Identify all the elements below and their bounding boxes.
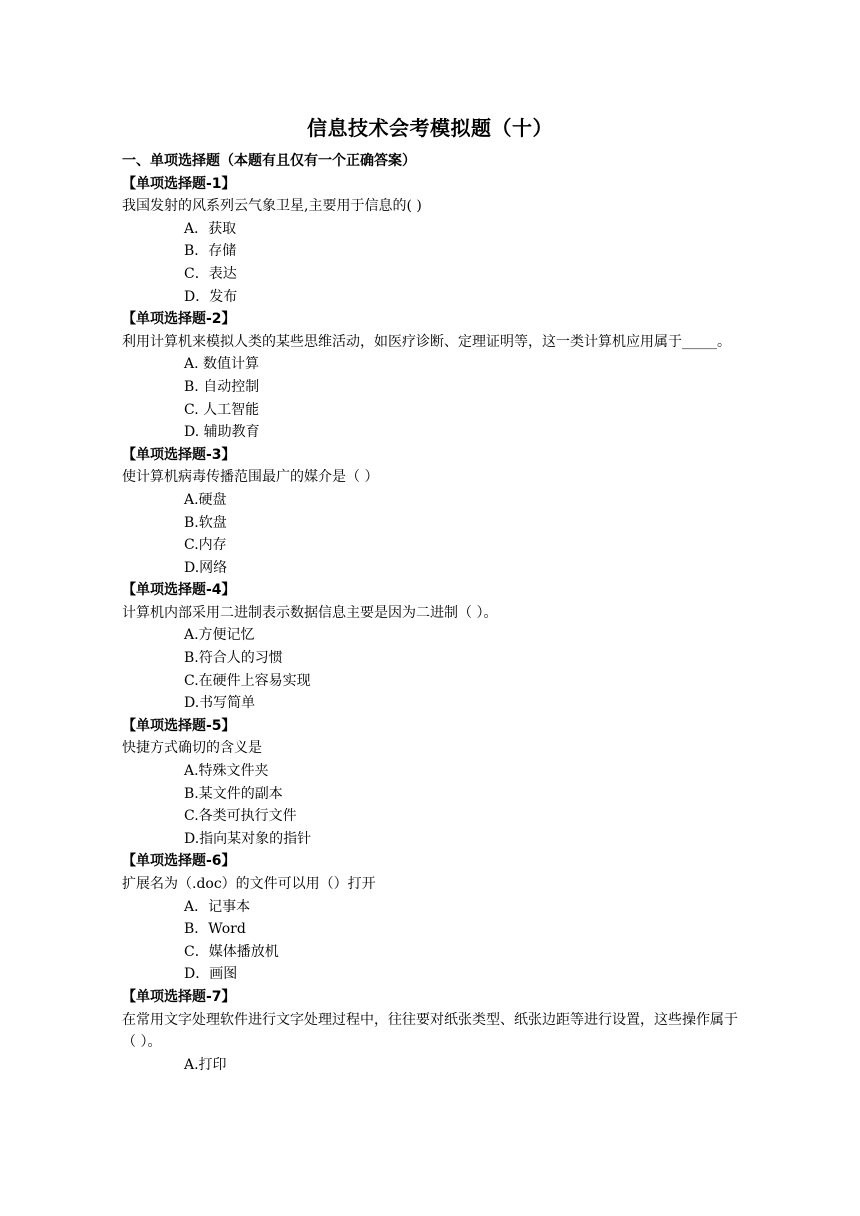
- option-a: A.硬盘: [184, 491, 227, 508]
- question-stem: 扩展名为（.doc）的文件可以用（）打开: [122, 876, 376, 892]
- option-a: A.特殊文件夹: [184, 763, 269, 780]
- question-header: 【单项选择题-4】: [122, 582, 236, 599]
- option-c: C.在硬件上容易实现: [184, 672, 311, 689]
- question-stem: 我国发射的风系列云气象卫星,主要用于信息的( ): [122, 198, 422, 215]
- option-c: C. 人工智能: [184, 401, 260, 418]
- question-header: 【单项选择题-6】: [122, 853, 236, 870]
- option-c: C．表达: [184, 265, 237, 282]
- option-a: A.打印: [184, 1056, 227, 1073]
- option-a: A．获取: [184, 220, 237, 237]
- option-list: [122, 218, 742, 308]
- option-d: D.指向某对象的指针: [184, 830, 312, 847]
- option-b: B.某文件的副本: [184, 785, 283, 802]
- document-body: [122, 150, 742, 1076]
- option-a: A．记事本: [184, 898, 251, 915]
- option-list: [122, 624, 742, 714]
- option-b: B.符合人的习惯: [184, 650, 283, 667]
- question-header: 【单项选择题-1】: [122, 175, 236, 192]
- option-list: [122, 1054, 742, 1077]
- question-header: 【单项选择题-2】: [122, 311, 236, 328]
- question-5: [122, 715, 742, 851]
- question-header: 【单项选择题-3】: [122, 446, 236, 463]
- question-stem: 在常用文字处理软件进行文字处理过程中，往往要对纸张类型、纸张边距等进行设置，这些操作属于（ ）。: [122, 1011, 738, 1051]
- option-c: C.内存: [184, 537, 227, 554]
- question-header: 【单项选择题-5】: [122, 717, 236, 734]
- question-header: 【单项选择题-7】: [122, 988, 236, 1005]
- question-4: [122, 579, 742, 715]
- document-title: 信息技术会考模拟题（十）: [307, 116, 553, 140]
- option-a: A. 数值计算: [184, 356, 260, 373]
- option-b: B. 自动控制: [184, 378, 260, 395]
- option-list: [122, 896, 742, 986]
- question-2: [122, 308, 742, 444]
- question-stem: 使计算机病毒传播范围最广的媒介是（ ）: [122, 469, 379, 486]
- section-heading: 一、单项选择题（本题有且仅有一个正确答案）: [122, 153, 416, 169]
- option-c: C．媒体播放机: [184, 943, 279, 960]
- question-3: [122, 444, 742, 580]
- option-d: D.网络: [184, 559, 228, 576]
- option-list: [122, 760, 742, 850]
- option-d: D．画图: [184, 966, 238, 983]
- question-stem: 快捷方式确切的含义是: [122, 740, 262, 757]
- question-7: [122, 986, 742, 1076]
- question-stem: 利用计算机来模拟人类的某些思维活动，如医疗诊断、定理证明等，这一类计算机应用属于_____。: [122, 333, 731, 350]
- option-list: [122, 353, 742, 443]
- option-a: A.方便记忆: [184, 627, 255, 644]
- option-list: [122, 489, 742, 579]
- option-d: D. 辅助教育: [184, 424, 260, 441]
- option-b: B.软盘: [184, 514, 227, 531]
- option-d: D．发布: [184, 288, 238, 305]
- question-stem: 计算机内部采用二进制表示数据信息主要是因为二进制（ ）。: [122, 604, 498, 621]
- option-d: D.书写简单: [184, 695, 256, 712]
- question-1: [122, 173, 742, 309]
- option-b: B．存储: [184, 243, 237, 260]
- option-b: B．Word: [184, 921, 246, 938]
- question-6: [122, 850, 742, 986]
- option-c: C.各类可执行文件: [184, 808, 297, 825]
